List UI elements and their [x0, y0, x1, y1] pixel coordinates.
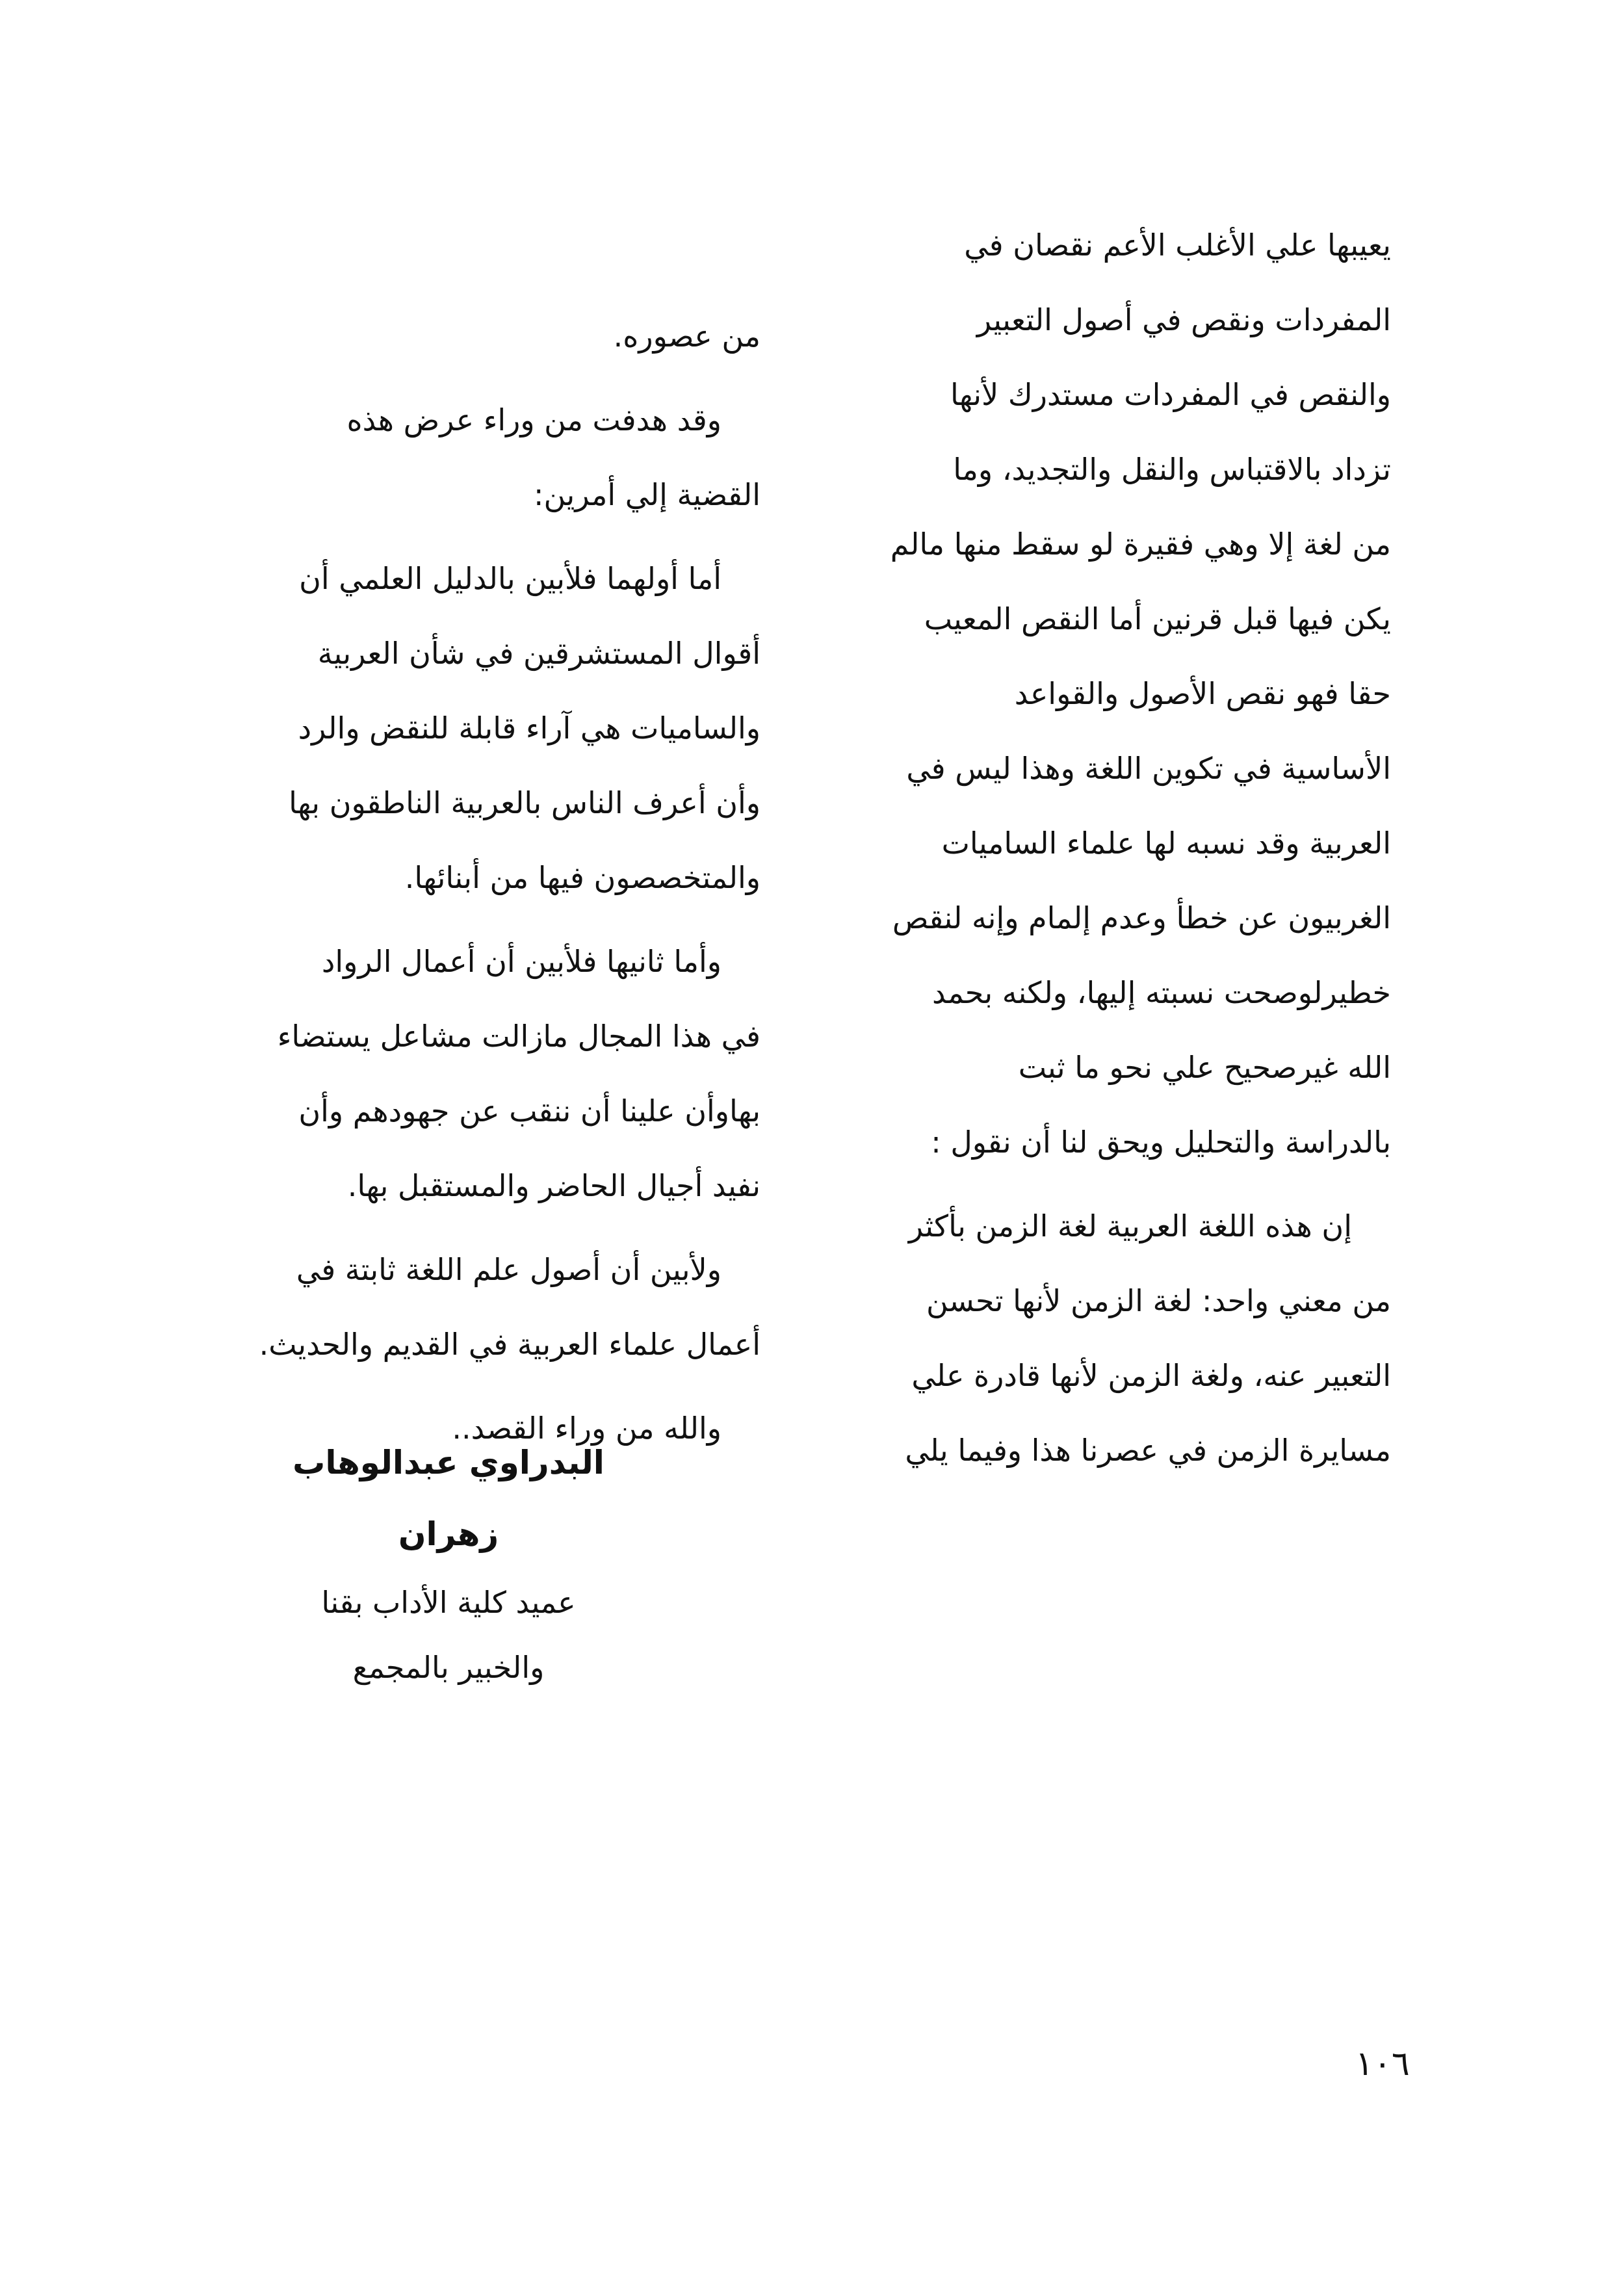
paragraph — [864, 1189, 1391, 1488]
right-text-column — [864, 208, 1391, 1497]
paragraph — [864, 208, 1391, 1180]
text-line: حقا فهو نقص الأصول والقواعد — [1014, 676, 1391, 711]
text-line: والله من وراء القصد.. — [452, 1411, 722, 1446]
text-line: والساميات هي آراء قابلة للنقض والرد — [298, 711, 760, 746]
text-line: يكن فيها قبل قرنين أما النقص المعيب — [924, 601, 1391, 636]
left-text-column — [221, 299, 760, 1475]
text-line: والنقص في المفردات مستدرك لأنها — [950, 377, 1391, 412]
text-line: من معني واحد: لغة الزمن لأنها تحسن — [926, 1283, 1391, 1318]
text-line: ولأبين أن أصول علم اللغة ثابتة في — [296, 1252, 722, 1287]
author-title: عميد كلية الأداب بقنا — [321, 1585, 576, 1620]
text-line: التعبير عنه، ولغة الزمن لأنها قادرة علي — [911, 1358, 1391, 1393]
text-line: الأساسية في تكوين اللغة وهذا ليس في — [906, 751, 1391, 786]
paragraph — [221, 383, 760, 532]
paragraph — [221, 541, 760, 915]
text-line: العربية وقد نسبه لها علماء الساميات — [941, 826, 1391, 861]
text-line: مسايرة الزمن في عصرنا هذا وفيما يلي — [905, 1433, 1391, 1468]
text-line: في هذا المجال مازالت مشاعل يستضاء — [277, 1019, 760, 1054]
text-line: المفردات ونقص في أصول التعبير — [976, 302, 1391, 337]
author-affiliation: والخبير بالمجمع — [352, 1650, 545, 1685]
text-line: بالدراسة والتحليل ويحق لنا أن نقول : — [931, 1125, 1391, 1160]
text-line: وأن أعرف الناس بالعربية الناطقون بها — [289, 785, 760, 820]
page-number: ١٠٦ — [1355, 2044, 1410, 2083]
text-line: وأما ثانيها فلأبين أن أعمال الرواد — [321, 944, 722, 979]
text-line: أما أولهما فلأبين بالدليل العلمي أن — [299, 561, 722, 596]
text-line: القضية إلي أمرين: — [534, 477, 760, 512]
text-line: بهاوأن علينا أن ننقب عن جهودهم وأن — [298, 1093, 760, 1128]
paragraph — [221, 1233, 760, 1382]
text-line: من لغة إلا وهي فقيرة لو سقط منها مالم — [890, 527, 1391, 562]
author-name: البدراوي عبدالوهاب زهران — [292, 1444, 604, 1553]
text-line: من عصوره. — [613, 319, 760, 354]
text-line: تزداد بالاقتباس والنقل والتجديد، وما — [953, 452, 1391, 487]
signature-block — [247, 1427, 650, 1700]
text-line: إن هذه اللغة العربية لغة الزمن بأكثر — [908, 1208, 1352, 1244]
text-line: خطيرلوصحت نسبته إليها، ولكنه بحمد — [931, 975, 1391, 1010]
paragraph — [221, 299, 760, 374]
text-line: والمتخصصون فيها من أبنائها. — [404, 860, 760, 895]
text-line: الله غيرصحيح علي نحو ما ثبت — [1018, 1050, 1391, 1085]
text-line: يعيبها علي الأغلب الأعم نقصان في — [964, 228, 1391, 263]
text-line: أعمال علماء العربية في القديم والحديث. — [259, 1327, 760, 1362]
text-line: وقد هدفت من وراء عرض هذه — [346, 402, 722, 437]
text-line: أقوال المستشرقين في شأن العربية — [317, 636, 760, 671]
paragraph — [221, 924, 760, 1223]
text-line: الغربيون عن خطأ وعدم إلمام وإنه لنقص — [892, 900, 1391, 935]
text-line: نفيد أجيال الحاضر والمستقبل بها. — [347, 1168, 760, 1203]
